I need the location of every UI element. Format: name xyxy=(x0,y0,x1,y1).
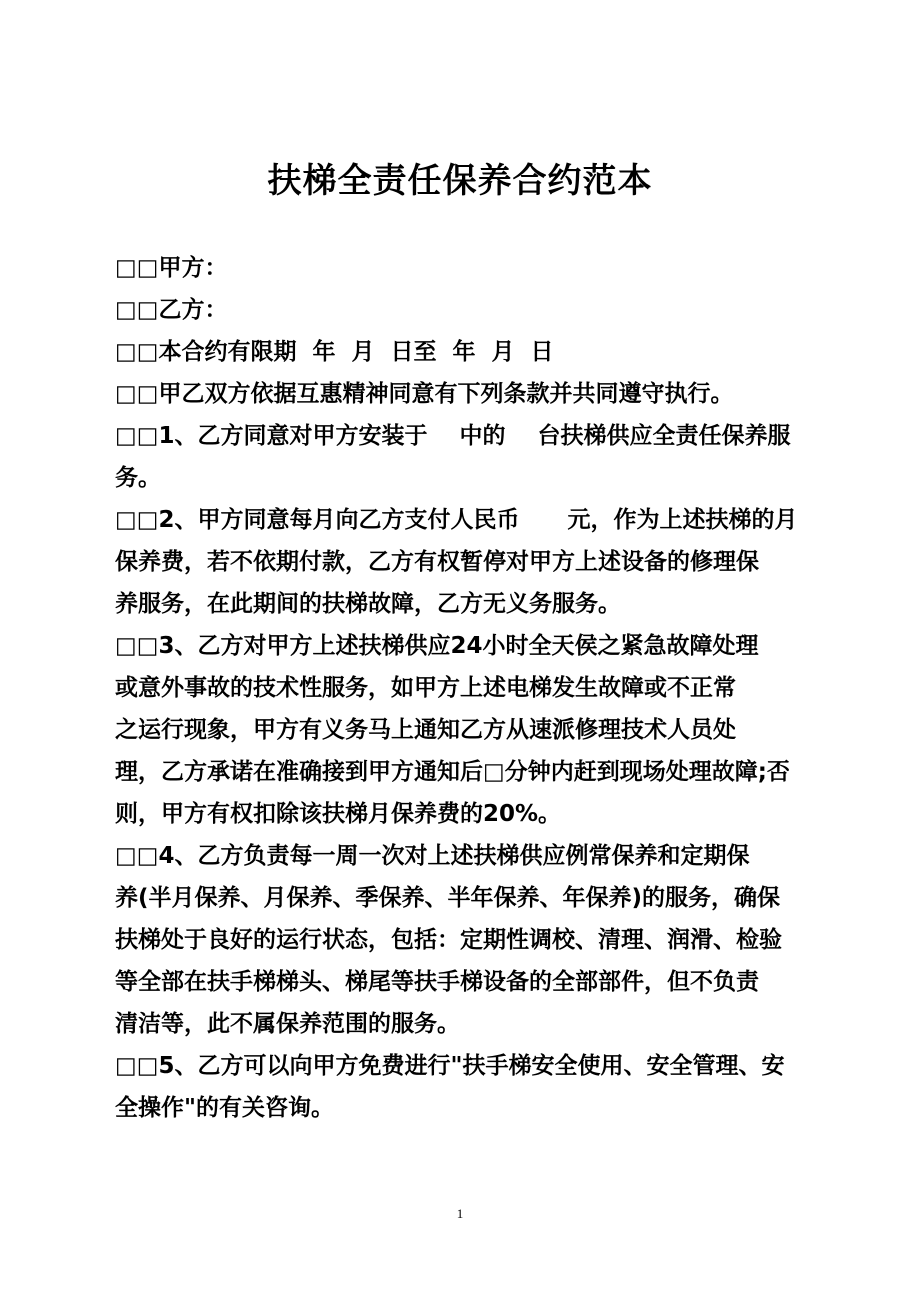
text-line: 则，甲方有权扣除该扶梯月保养费的20%。 xyxy=(115,801,562,827)
text-line: 清洁等，此不属保养范围的服务。 xyxy=(115,1011,460,1037)
text-line: 全操作"的有关咨询。 xyxy=(115,1095,334,1121)
text-line: □□本合约有限期 年 月 日至 年 月 日 xyxy=(115,339,554,365)
text-line: 或意外事故的技术性服务，如甲方上述电梯发生故障或不正常 xyxy=(115,675,736,701)
text-line: 扶梯处于良好的运行状态，包括：定期性调校、清理、润滑、检验 xyxy=(115,927,782,953)
document-title: 扶梯全责任保养合约范本 xyxy=(267,161,653,201)
text-line: 之运行现象，甲方有义务马上通知乙方从速派修理技术人员处 xyxy=(115,717,736,743)
text-line: □□1、乙方同意对甲方安装于 中的 台扶梯供应全责任保养服 xyxy=(115,423,791,449)
text-line: 等全部在扶手梯梯头、梯尾等扶手梯设备的全部部件，但不负责 xyxy=(115,969,759,995)
text-line: □□5、乙方可以向甲方免费进行"扶手梯安全使用、安全管理、安 xyxy=(115,1053,785,1079)
page-number: 1 xyxy=(456,1206,464,1221)
document-body xyxy=(115,247,815,1129)
text-line: 保养费，若不依期付款，乙方有权暂停对甲方上述设备的修理保 xyxy=(115,549,759,575)
text-line: 养服务，在此期间的扶梯故障，乙方无义务服务。 xyxy=(115,591,621,617)
text-line: 养(半月保养、月保养、季保养、半年保养、年保养)的服务，确保 xyxy=(115,885,781,911)
text-line: 理，乙方承诺在准确接到甲方通知后□分钟内赶到现场处理故障;否 xyxy=(115,759,790,785)
text-line: □□2、甲方同意每月向乙方支付人民币 元，作为上述扶梯的月 xyxy=(115,507,798,533)
text-line: □□甲乙双方依据互惠精神同意有下列条款并共同遵守执行。 xyxy=(115,381,734,407)
text-line: □□3、乙方对甲方上述扶梯供应24小时全天侯之紧急故障处理 xyxy=(115,633,759,659)
text-line: □□甲方： xyxy=(115,255,228,281)
text-line: 务。 xyxy=(115,465,161,491)
text-line: □□乙方： xyxy=(115,297,228,323)
text-line: □□4、乙方负责每一周一次对上述扶梯供应例常保养和定期保 xyxy=(115,843,750,869)
